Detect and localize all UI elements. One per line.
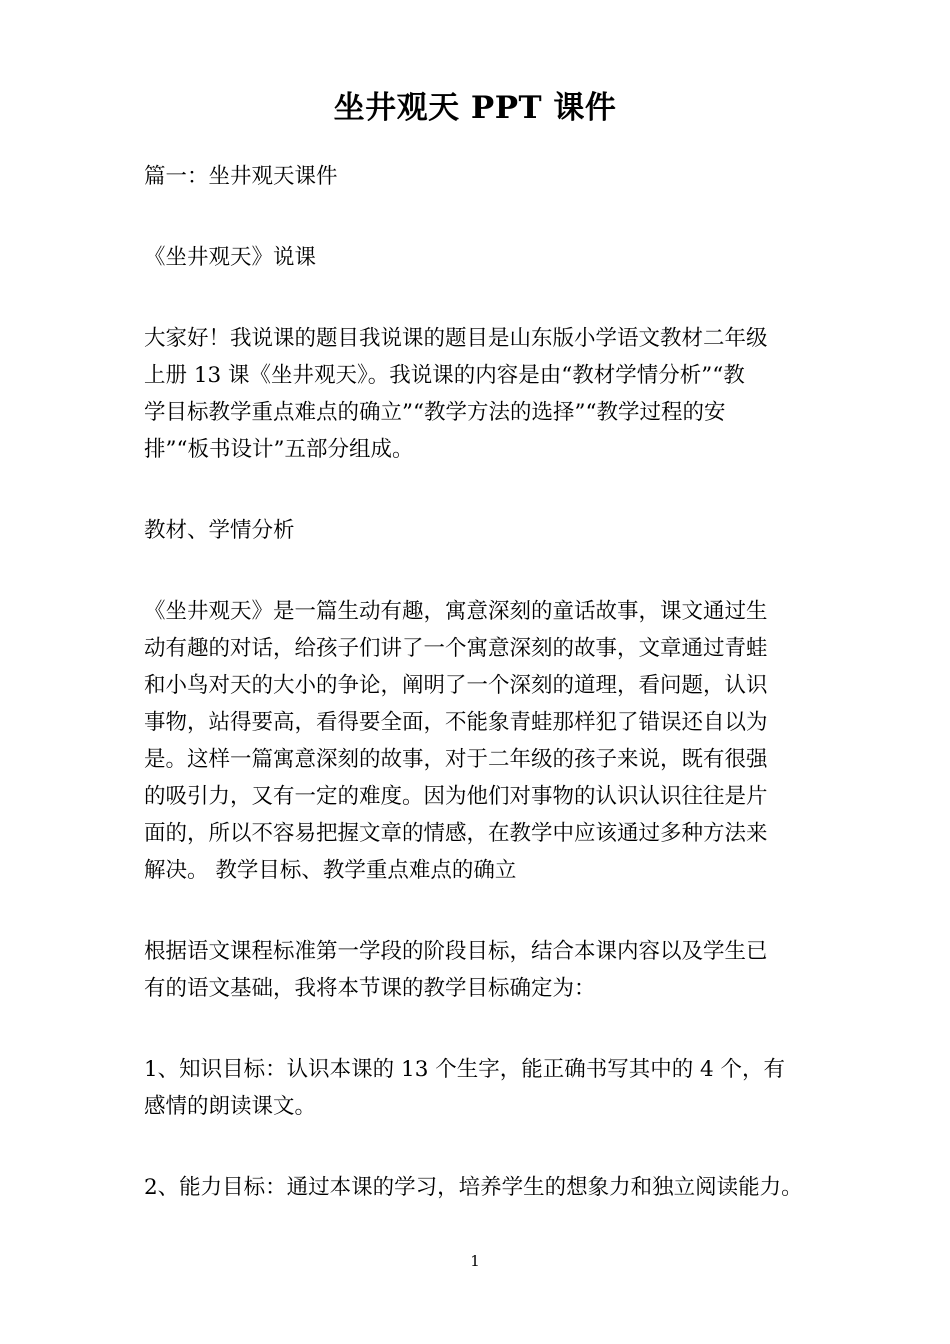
paragraph-goal-basis	[144, 933, 824, 1007]
paragraph-ability-goal	[144, 1169, 824, 1206]
text-line: 《坐井观天》说课	[144, 245, 317, 270]
text-line: 《坐井观天》是一篇生动有趣，寓意深刻的童话故事，课文通过生	[144, 599, 768, 624]
paragraph-section-heading	[144, 158, 824, 195]
paragraph-introduction	[144, 320, 824, 468]
paragraph-knowledge-goal	[144, 1051, 824, 1125]
page-number: 1	[470, 1252, 480, 1270]
paragraph-analysis-heading	[144, 512, 824, 549]
text-line: 有的语文基础，我将本节课的教学目标确定为：	[144, 976, 596, 1001]
paragraph-analysis	[144, 593, 824, 889]
text-line: 动有趣的对话，给孩子们讲了一个寓意深刻的故事，文章通过青蛙	[144, 636, 768, 661]
text-line: 感情的朗读课文。	[144, 1094, 317, 1119]
text-line: 和小鸟对天的大小的争论，阐明了一个深刻的道理，看问题，认识	[144, 673, 768, 698]
text-line: 根据语文课程标准第一学段的阶段目标，结合本课内容以及学生已	[144, 939, 768, 964]
document-title: 坐井观天 PPT 课件	[333, 90, 617, 126]
text-line: 上册 13 课《坐井观天》。我说课的内容是由“教材学情分析”“教	[144, 363, 745, 388]
document-body	[144, 158, 824, 1250]
text-line: 事物，站得要高，看得要全面，不能象青蛙那样犯了错误还自以为	[144, 710, 768, 735]
text-line: 学目标教学重点难点的确立”“教学方法的选择”“教学过程的安	[144, 400, 726, 425]
paragraph-lesson-title	[144, 239, 824, 276]
text-line: 解决。 教学目标、教学重点难点的确立	[144, 858, 517, 883]
text-line: 的吸引力，又有一定的难度。因为他们对事物的认识认识往往是片	[144, 784, 768, 809]
text-line: 排”“板书设计”五部分组成。	[144, 437, 414, 462]
text-line: 2、能力目标：通过本课的学习，培养学生的想象力和独立阅读能力。	[144, 1175, 803, 1200]
text-line: 1、知识目标：认识本课的 13 个生字，能正确书写其中的 4 个，有	[144, 1057, 786, 1082]
text-line: 教材、学情分析	[144, 518, 295, 543]
text-line: 篇一：坐井观天课件	[144, 164, 338, 189]
text-line: 是。这样一篇寓意深刻的故事，对于二年级的孩子来说，既有很强	[144, 747, 768, 772]
text-line: 大家好！我说课的题目我说课的题目是山东版小学语文教材二年级	[144, 326, 768, 351]
text-line: 面的，所以不容易把握文章的情感，在教学中应该通过多种方法来	[144, 821, 768, 846]
